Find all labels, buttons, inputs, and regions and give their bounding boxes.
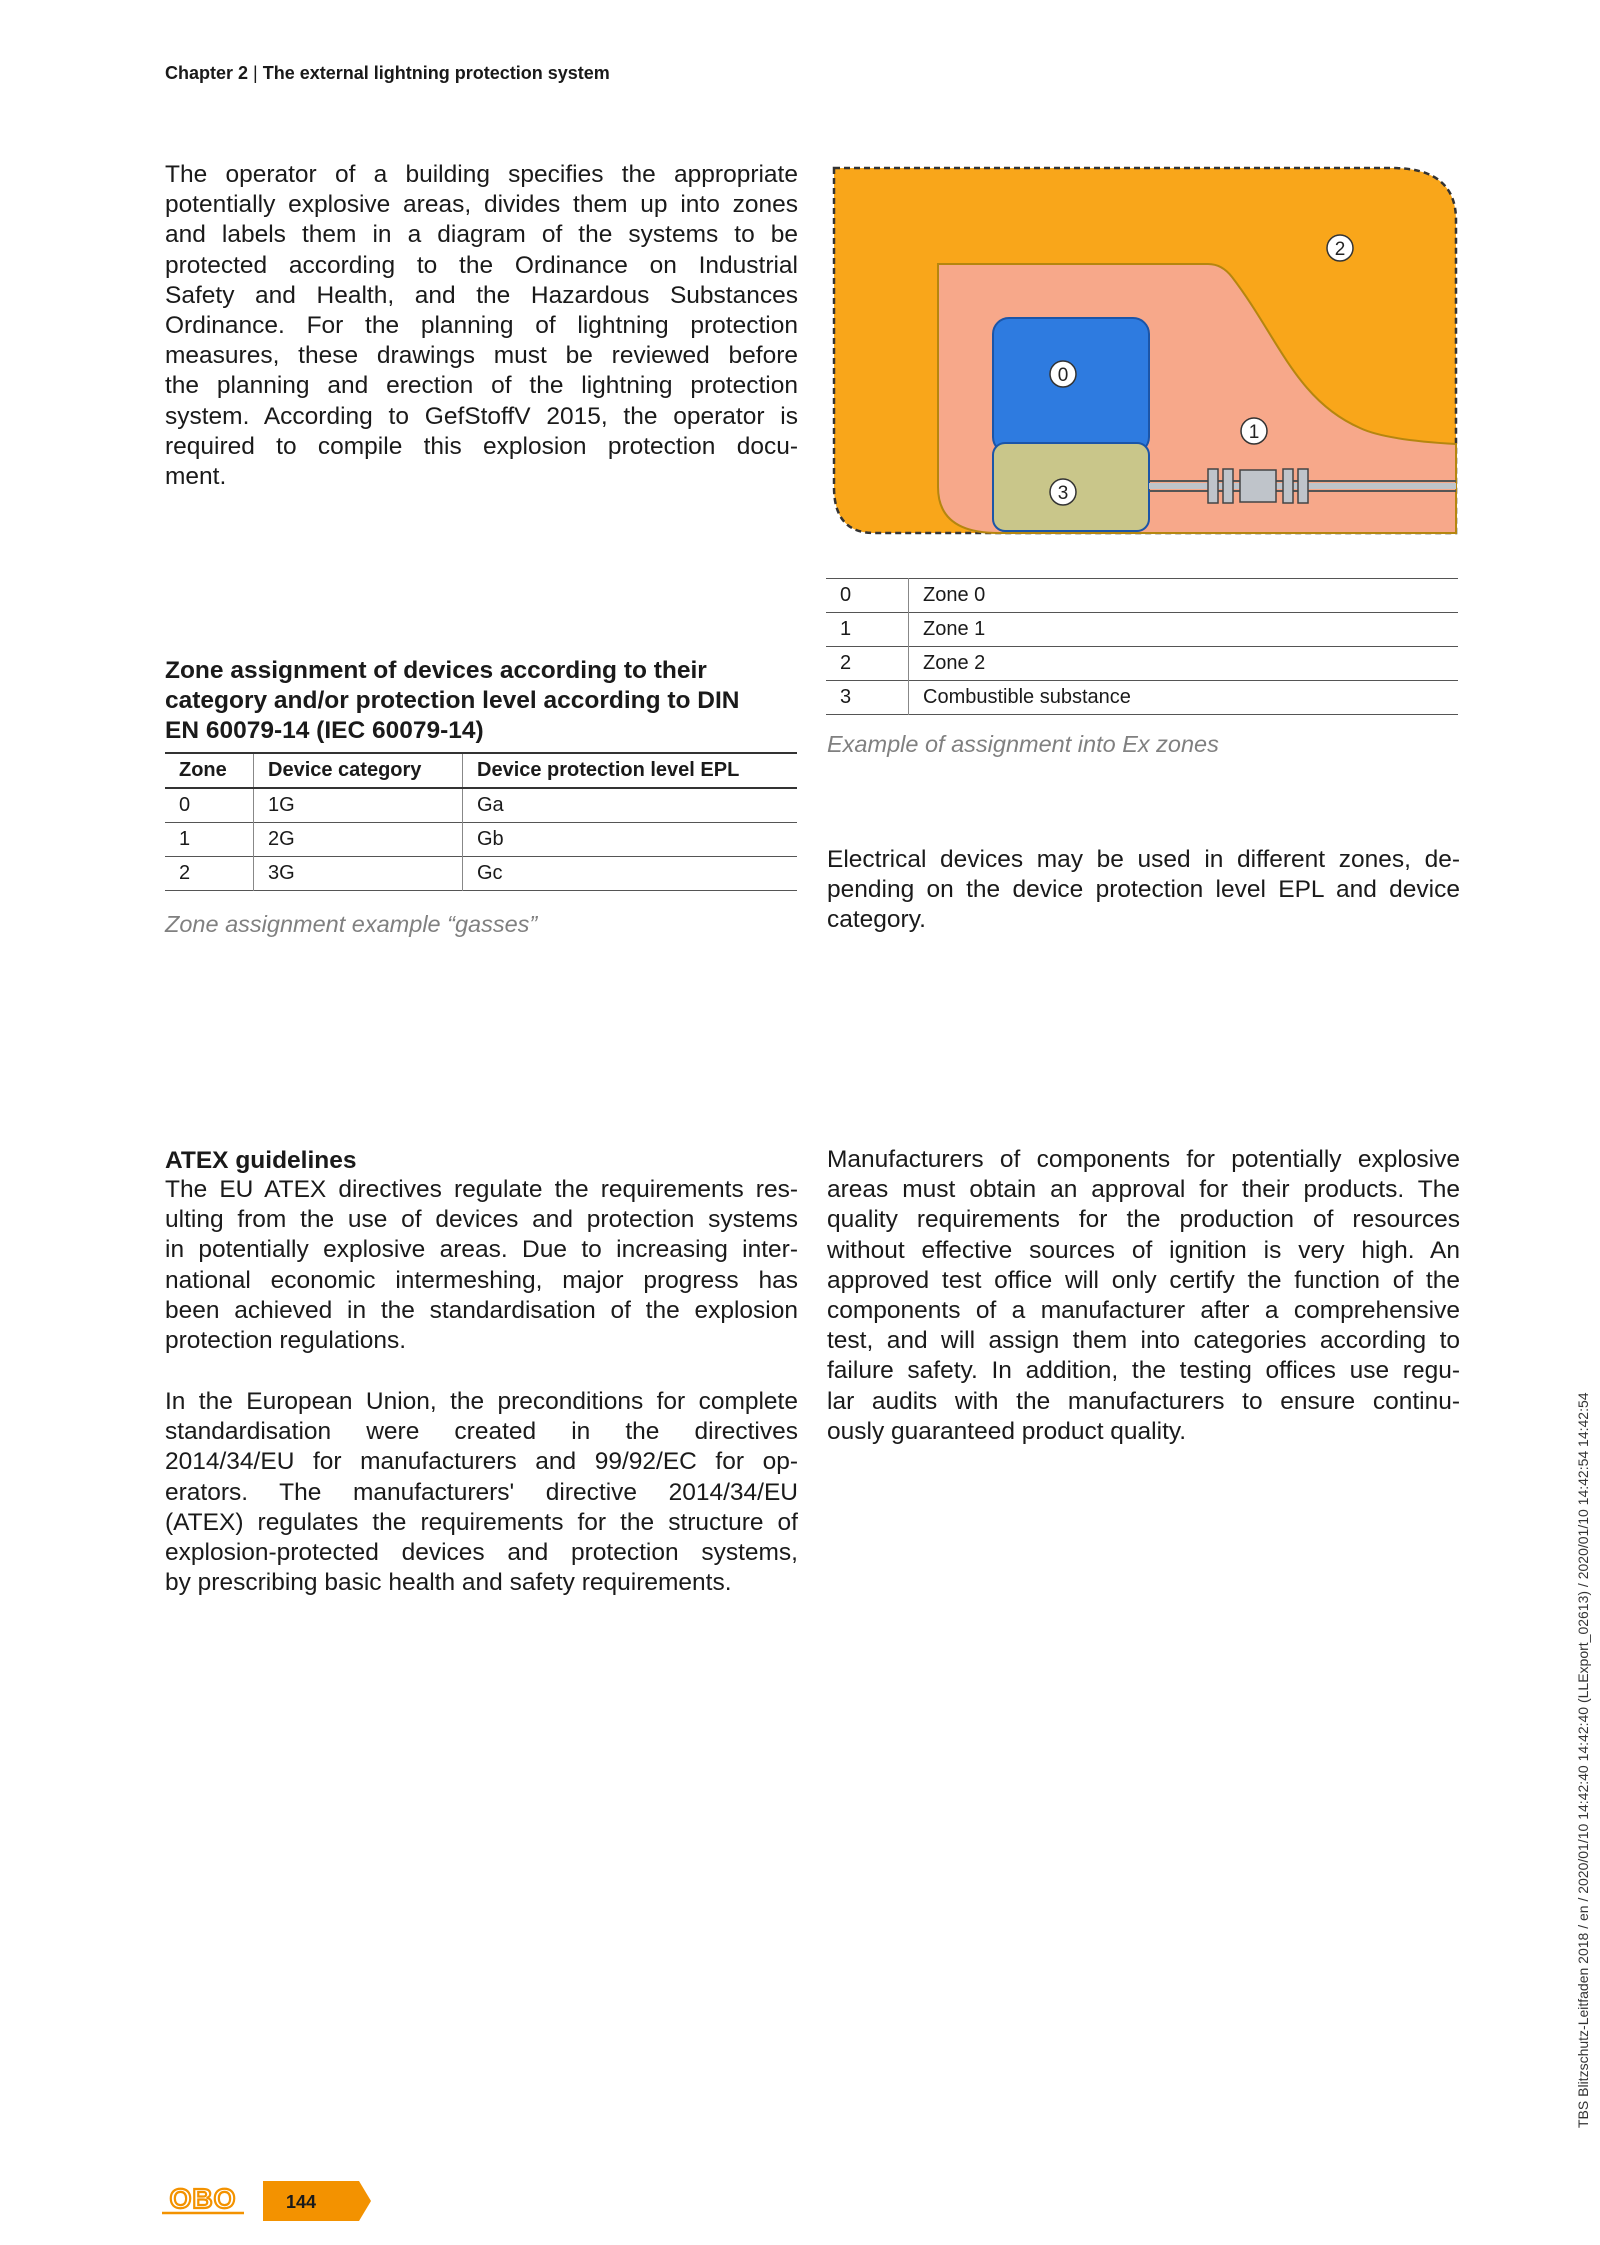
column-header-zone: Zone: [165, 753, 254, 788]
legend-label: Zone 0: [923, 584, 986, 606]
epl-cell: Gc: [477, 862, 503, 884]
zone-cell: 1: [165, 823, 254, 857]
paragraph-line: category.: [827, 906, 926, 934]
intro-paragraph: [165, 160, 798, 492]
column-header-device-category: Device category: [254, 753, 463, 788]
paragraph-line: without effective sources of ignition is very high. An: [827, 1236, 1460, 1264]
zone-label-0: 0: [1057, 365, 1069, 386]
legend-number: 2: [826, 647, 909, 681]
table-header-row: [165, 753, 797, 788]
intro-line: system. According to GefStoffV 2015, the operator is: [165, 402, 798, 430]
intro-line: the planning and erection of the lightning protection: [165, 372, 798, 400]
legend-label: Combustible substance: [923, 686, 1131, 708]
paragraph-line: areas must obtain an approval for their products. The: [827, 1176, 1460, 1204]
zone-label-3-marker: [1050, 479, 1076, 505]
table-row: [826, 647, 1458, 681]
intro-line: and labels them in a diagram of the systems to be: [165, 221, 798, 249]
paragraph-line: ulting from the use of devices and protection systems: [165, 1206, 798, 1234]
paragraph-line: Manufacturers of components for potentially explosive: [827, 1146, 1460, 1173]
paragraph-line: erators. The manufacturers' directive 2014/34/EU: [165, 1478, 798, 1506]
legend-label: Zone 2: [923, 652, 986, 674]
atex-paragraph-2: [165, 1387, 798, 1598]
zone-table-caption: Zone assignment example “gasses”: [165, 911, 538, 937]
category-cell: 2G: [254, 823, 463, 857]
paragraph-line: protection regulations.: [165, 1326, 407, 1354]
zone-label-2-marker: [1327, 235, 1353, 261]
paragraph-line: by prescribing basic health and safety requirements.: [165, 1569, 732, 1597]
paragraph-line: quality requirements for the production of resources: [827, 1206, 1460, 1234]
zone-label-1-marker: [1241, 418, 1267, 444]
paragraph-line: standardisation were created in the directives: [165, 1418, 798, 1446]
column-header-epl: Device protection level EPL: [463, 753, 798, 788]
page-number: 144: [285, 2192, 317, 2212]
zone-0-tank: [993, 318, 1149, 453]
atex-paragraph-1: [165, 1175, 798, 1356]
electrical-devices-paragraph: [827, 845, 1460, 936]
obo-logo: [160, 2183, 246, 2215]
epl-cell: Gb: [477, 828, 504, 850]
pipe-valve: [1208, 469, 1308, 503]
chapter-number: Chapter 2: [165, 63, 249, 83]
zone-cell: 2: [165, 857, 254, 891]
paragraph-line: ously guaranteed product quality.: [827, 1417, 1187, 1445]
legend-number: 3: [826, 681, 909, 715]
paragraph-line: The EU ATEX directives regulate the requirements res-: [165, 1176, 798, 1203]
category-cell: 3G: [254, 857, 463, 891]
legend-number: 1: [826, 613, 909, 647]
paragraph-line: (ATEX) regulates the requirements for the structure of: [165, 1508, 798, 1536]
paragraph-line: 2014/34/EU for manufacturers and 99/92/EC for op-: [165, 1448, 798, 1476]
intro-line: ment.: [165, 462, 227, 490]
table-row: [826, 613, 1458, 647]
paragraph-line: explosion-protected devices and protection systems,: [165, 1538, 798, 1566]
chapter-header: [165, 63, 610, 84]
table-row: [826, 579, 1458, 613]
zone-label-1: 1: [1248, 422, 1260, 443]
intro-line: measures, these drawings must be reviewed before: [165, 342, 798, 370]
zone-label-3: 3: [1057, 483, 1069, 504]
zone-assignment-table: [165, 752, 797, 891]
chapter-separator: |: [253, 63, 258, 83]
paragraph-line: in potentially explosive areas. Due to increasing inter-: [165, 1236, 798, 1264]
atex-heading: ATEX guidelines: [165, 1147, 357, 1174]
paragraph-line: Electrical devices may be used in different zones, de-: [827, 846, 1460, 873]
page-number-tab: [263, 2181, 371, 2221]
chapter-title: The external lightning protection system: [262, 63, 610, 83]
intro-line: Safety and Health, and the Hazardous Substances: [165, 281, 798, 309]
heading-line: Zone assignment of devices according to their: [165, 657, 707, 684]
intro-line: required to compile this explosion protection docu-: [165, 432, 798, 460]
paragraph-line: components of a manufacturer after a comprehensive: [827, 1296, 1460, 1324]
paragraph-line: been achieved in the standardisation of the explosion: [165, 1296, 798, 1324]
paragraph-line: failure safety. In addition, the testing offices use regu-: [827, 1357, 1460, 1385]
table-row: [165, 857, 797, 891]
intro-line: The operator of a building specifies the appropriate: [165, 161, 798, 188]
paragraph-line: lar audits with the manufacturers to ensure continu-: [827, 1387, 1460, 1415]
paragraph-line: approved test office will only certify the function of the: [827, 1266, 1460, 1294]
zone-assignment-heading: [165, 656, 805, 746]
category-cell: 1G: [254, 788, 463, 823]
paragraph-line: test, and will assign them into categories according to: [827, 1327, 1460, 1355]
logo-text: OBO: [169, 2183, 237, 2214]
legend-caption: Example of assignment into Ex zones: [827, 731, 1219, 757]
table-row: [165, 788, 797, 823]
zone-label-2: 2: [1334, 239, 1346, 260]
intro-line: potentially explosive areas, divides them up into zones: [165, 191, 798, 219]
paragraph-line: In the European Union, the preconditions for complete: [165, 1388, 798, 1415]
legend-label: Zone 1: [923, 618, 986, 640]
heading-line: category and/or protection level according to DIN: [165, 687, 740, 714]
intro-line: Ordinance. For the planning of lightning protection: [165, 311, 798, 339]
paragraph-line: pending on the device protection level EPL and device: [827, 876, 1460, 904]
zone-label-0-marker: [1050, 361, 1076, 387]
ex-zone-diagram: [820, 165, 1465, 540]
zone-legend-table: [826, 578, 1458, 715]
intro-line: protected according to the Ordinance on Industrial: [165, 251, 798, 279]
table-row: [165, 823, 797, 857]
heading-line: EN 60079-14 (IEC 60079-14): [165, 717, 484, 744]
export-side-note: TBS Blitzschutz-Leitfaden 2018 / en / 2020/01/10 14:42:40 14:42:40 (LLExport_02613) / 2020/01/10 14:42:54 14:42:54: [1575, 1392, 1591, 2128]
legend-number: 0: [826, 579, 909, 613]
paragraph-line: national economic intermeshing, major progress has: [165, 1266, 798, 1294]
manufacturers-paragraph: [827, 1145, 1460, 1447]
epl-cell: Ga: [477, 794, 504, 816]
zone-cell: 0: [165, 788, 254, 823]
table-row: [826, 681, 1458, 715]
